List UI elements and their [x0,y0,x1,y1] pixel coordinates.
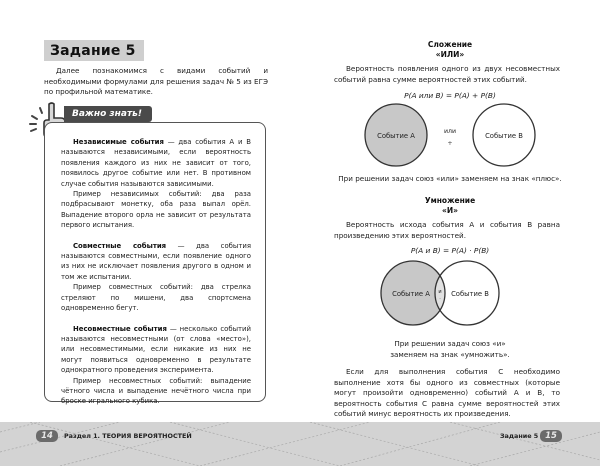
diamond-pattern-icon [0,422,600,466]
intro-text: Далее познакомимся с видами событий и необходимыми формулами для решения задач № 5 из ЕГЭ по профильной математике. [44,66,268,97]
event-a-label: Событие A [377,132,415,140]
combined-probability-text [334,367,560,420]
definition-text: — два события A и B называются независимыми, если вероятность появления каждого из них не зависит от того, появилось другое событие или нет. В противном случае события называются зависимыми. [61,138,251,188]
event-b-label: Событие B [485,132,523,140]
addition-caption: При решении задач союз «или» заменяем на знак «плюс». [338,174,562,183]
definition-text: — два события называются совместными, если появление одного из них не исключает появления другого в одном и том же испытании. [61,241,251,281]
caption-line: заменяем на знак «умножить». [390,349,510,359]
intro-paragraph [44,66,268,98]
task-label: Задание 5 [500,432,539,440]
important-label: Важно знать! [72,109,142,119]
multiplication-subtitle: «И» [442,206,458,215]
multiplication-caption [300,339,600,360]
event-a-label: Событие A [392,290,430,298]
addition-subtitle: «ИЛИ» [435,50,465,59]
example-incompatible: Пример несовместных событий: выпадение чётного числа и выпадение нечётного числа при броске игрального кубика. [61,376,251,406]
plus-sign: + [447,140,453,147]
page-footer [0,422,600,466]
event-b-label: Событие B [451,290,489,298]
multiplication-text [334,220,560,241]
definition-joint [61,241,251,283]
task-title: Задание 5 [44,40,144,61]
addition-formula: P(A или B) = P(A) + P(B) [404,91,496,100]
definitions-box [44,122,266,406]
definition-independent [61,137,251,189]
multiplication-title: Умножение [424,196,476,205]
section-label: Раздел 1. ТЕОРИЯ ВЕРОЯТНОСТЕЙ [64,432,192,440]
multiplication-heading [300,196,600,216]
caption-line: При решении задач союз «и» [394,339,506,348]
definition-text: — несколько событий называются несовместными (от слова «место»), или несовместимыми, если никакие из них не могут появиться одновременно в результате однократного проведения эксперимента. [61,324,251,375]
term-independent: Независимые события [73,138,164,146]
left-page [0,0,300,422]
left-page-number: 14 [36,430,58,442]
definition-incompatible [61,324,251,376]
multiplication-formula: P(A и B) = P(A) · P(B) [410,246,490,255]
or-word: или [444,128,456,135]
addition-title: Сложение [427,40,473,49]
multiply-sign: · [439,296,441,302]
addition-diagram [360,100,550,174]
combined-probability-paragraph: Если для выполнения события C необходимо выполнение хотя бы одного из совместных (которые могут произойти одновременно) событий A и B, то вероятность события C равна сумме вероятностей этих событий минус вероятность их произведения. [334,367,560,419]
multiplication-paragraph: Вероятность исхода события A и события B равна произведению этих вероятностей. [334,220,560,240]
important-banner [64,106,152,122]
term-incompatible: Несовместные события [73,324,167,333]
example-joint: Пример совместных событий: два стрелка стреляют по мишени, два спортсмена одновременно бегут. [61,283,251,313]
right-page-number: 15 [540,430,562,442]
term-joint: Совместные события [73,241,167,250]
multiplication-diagram [378,258,518,332]
addition-paragraph: Вероятность появления одного из двух несовместных событий равна сумме вероятностей этих событий. [334,64,560,84]
example-independent: Пример независимых событий: два раза подбрасывают монетку, оба раза выпал орёл. Выпадение второго орла не зависит от результата первого испытания. [61,190,251,230]
and-word: и [438,289,442,295]
addition-text [334,64,560,85]
addition-heading [300,40,600,60]
right-page [300,0,600,422]
